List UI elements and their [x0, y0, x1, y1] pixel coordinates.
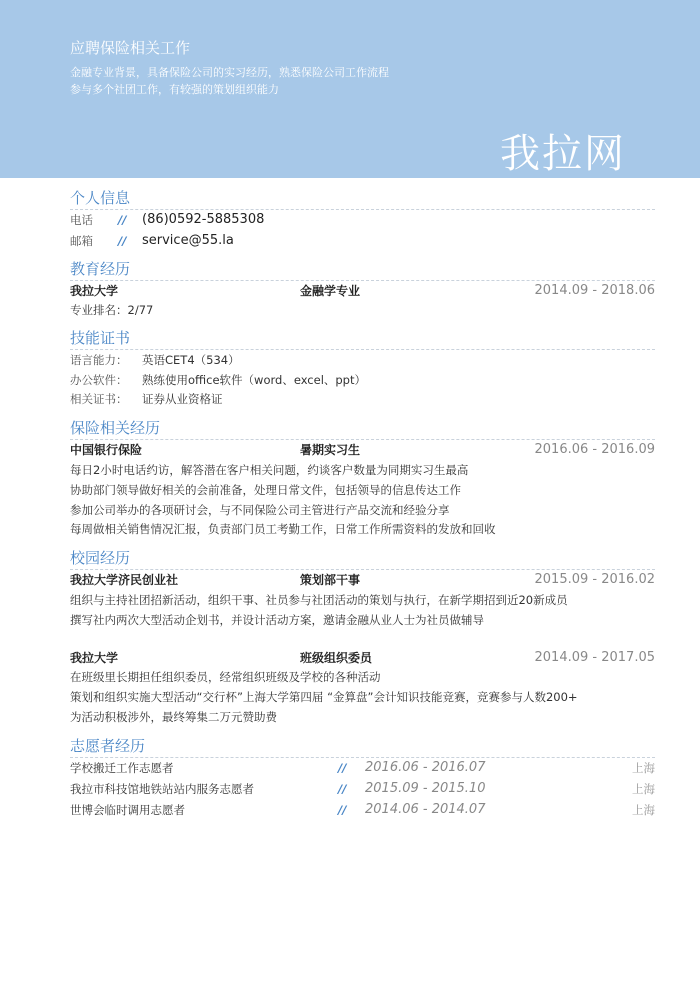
- major-rank: 专业排名：2/77: [70, 303, 154, 317]
- volunteer-name: 世博会临时调用志愿者: [70, 803, 185, 817]
- summary-line-1: 金融专业背景，具备保险公司的实习经历，熟悉保险公司工作流程: [70, 66, 389, 79]
- org-role: 策划部干事: [300, 573, 361, 587]
- skill-label: 语言能力：: [70, 353, 128, 367]
- school-name: 我拉大学: [70, 284, 119, 298]
- email-row: [70, 233, 655, 251]
- insurance-date: 2016.06 - 2016.09: [534, 442, 655, 457]
- volunteer-name: 学校搬迁工作志愿者: [70, 761, 174, 775]
- campus-entry: [70, 572, 655, 590]
- separator-icon: //: [338, 761, 347, 775]
- duty-text: 组织与主持社团招新活动，组织干事、社员参与社团活动的策划与执行，在新学期招到近20新成员: [70, 593, 568, 607]
- duty-text: 每日2小时电话约访，解答潜在客户相关问题，约谈客户数量为同期实习生最高: [70, 463, 469, 477]
- section-campus: [70, 548, 655, 570]
- duty-line: [70, 689, 655, 707]
- company-name: 中国银行保险: [70, 443, 143, 457]
- duty-line: [70, 482, 655, 500]
- phone-label: 电话: [70, 213, 93, 227]
- logo-text: 我拉网: [500, 131, 626, 177]
- section-divider: [70, 569, 655, 570]
- campus-date: 2015.09 - 2016.02: [534, 572, 655, 587]
- duty-text: 为活动积极涉外，最终筹集二万元赞助费: [70, 710, 277, 724]
- job-role: 暑期实习生: [300, 443, 361, 457]
- duty-text: 参加公司举办的各项研讨会，与不同保险公司主管进行产品交流和经验分享: [70, 503, 450, 517]
- separator-icon: //: [338, 782, 347, 796]
- org-role: 班级组织委员: [300, 651, 373, 665]
- skill-label: 办公软件：: [70, 373, 128, 387]
- volunteer-date: 2015.09 - 2015.10: [365, 781, 486, 796]
- job-objective: 应聘保险相关工作: [70, 39, 191, 57]
- skill-row: [70, 352, 655, 370]
- section-insurance: [70, 418, 655, 440]
- section-volunteer: [70, 736, 655, 758]
- section-divider: [70, 349, 655, 350]
- duty-line: [70, 669, 655, 687]
- campus-entry: [70, 650, 655, 668]
- phone-row: [70, 212, 655, 230]
- email-label: 邮箱: [70, 234, 93, 248]
- skill-value: 英语CET4（534）: [142, 353, 240, 367]
- section-title-insurance: 保险相关经历: [70, 419, 161, 437]
- volunteer-item: [70, 781, 655, 799]
- volunteer-location: 上海: [632, 761, 655, 775]
- volunteer-name: 我拉市科技馆地铁站站内服务志愿者: [70, 782, 254, 796]
- skill-row: [70, 372, 655, 390]
- org-name: 我拉大学: [70, 651, 119, 665]
- org-name: 我拉大学济民创业社: [70, 573, 179, 587]
- volunteer-item: [70, 802, 655, 820]
- summary-line-2: 参与多个社团工作，有较强的策划组织能力: [70, 83, 279, 96]
- separator-icon: //: [118, 234, 127, 248]
- section-education: [70, 259, 655, 281]
- section-title-campus: 校园经历: [70, 549, 131, 567]
- skill-value: 熟练使用office软件（word、excel、ppt）: [142, 373, 366, 387]
- section-personal: [70, 188, 655, 210]
- duty-line: [70, 521, 655, 539]
- section-title-personal: 个人信息: [70, 189, 131, 207]
- duty-line: [70, 502, 655, 520]
- volunteer-item: [70, 760, 655, 778]
- phone-value: (86)0592-5885308: [142, 212, 265, 227]
- duty-line: [70, 462, 655, 480]
- duty-line: [70, 612, 655, 630]
- header-banner: [0, 0, 700, 178]
- education-date: 2014.09 - 2018.06: [534, 283, 655, 298]
- duty-text: 每周做相关销售情况汇报，负责部门员工考勤工作，日常工作所需资料的发放和回收: [70, 522, 496, 536]
- volunteer-location: 上海: [632, 803, 655, 817]
- volunteer-date: 2014.06 - 2014.07: [365, 802, 486, 817]
- section-divider: [70, 757, 655, 758]
- duty-text: 协助部门领导做好相关的会前准备，处理日常文件，包括领导的信息传达工作: [70, 483, 461, 497]
- section-title-education: 教育经历: [70, 260, 131, 278]
- section-title-volunteer: 志愿者经历: [70, 737, 146, 755]
- insurance-entry: [70, 442, 655, 460]
- duty-line: [70, 592, 655, 610]
- separator-icon: //: [118, 213, 127, 227]
- education-entry: [70, 283, 655, 301]
- separator-icon: //: [338, 803, 347, 817]
- skill-row: [70, 391, 655, 409]
- volunteer-location: 上海: [632, 782, 655, 796]
- skill-label: 相关证书：: [70, 392, 128, 406]
- email-value: service@55.la: [142, 233, 234, 248]
- section-divider: [70, 280, 655, 281]
- duty-text: 策划和组织实施大型活动“交行杯”上海大学第四届 “金算盘”会计知识技能竞赛，竞赛参与人数200+: [70, 690, 578, 704]
- skill-value: 证券从业资格证: [142, 392, 223, 406]
- duty-line: [70, 709, 655, 727]
- campus-date: 2014.09 - 2017.05: [534, 650, 655, 665]
- section-divider: [70, 209, 655, 210]
- major: 金融学专业: [300, 284, 361, 298]
- duty-text: 在班级里长期担任组织委员，经常组织班级及学校的各种活动: [70, 670, 381, 684]
- section-title-skills: 技能证书: [70, 329, 131, 347]
- section-skills: [70, 328, 655, 350]
- section-divider: [70, 439, 655, 440]
- duty-text: 撰写社内两次大型活动企划书，并设计活动方案，邀请金融从业人士为社员做辅导: [70, 613, 484, 627]
- volunteer-date: 2016.06 - 2016.07: [365, 760, 486, 775]
- rank-row: [70, 302, 655, 320]
